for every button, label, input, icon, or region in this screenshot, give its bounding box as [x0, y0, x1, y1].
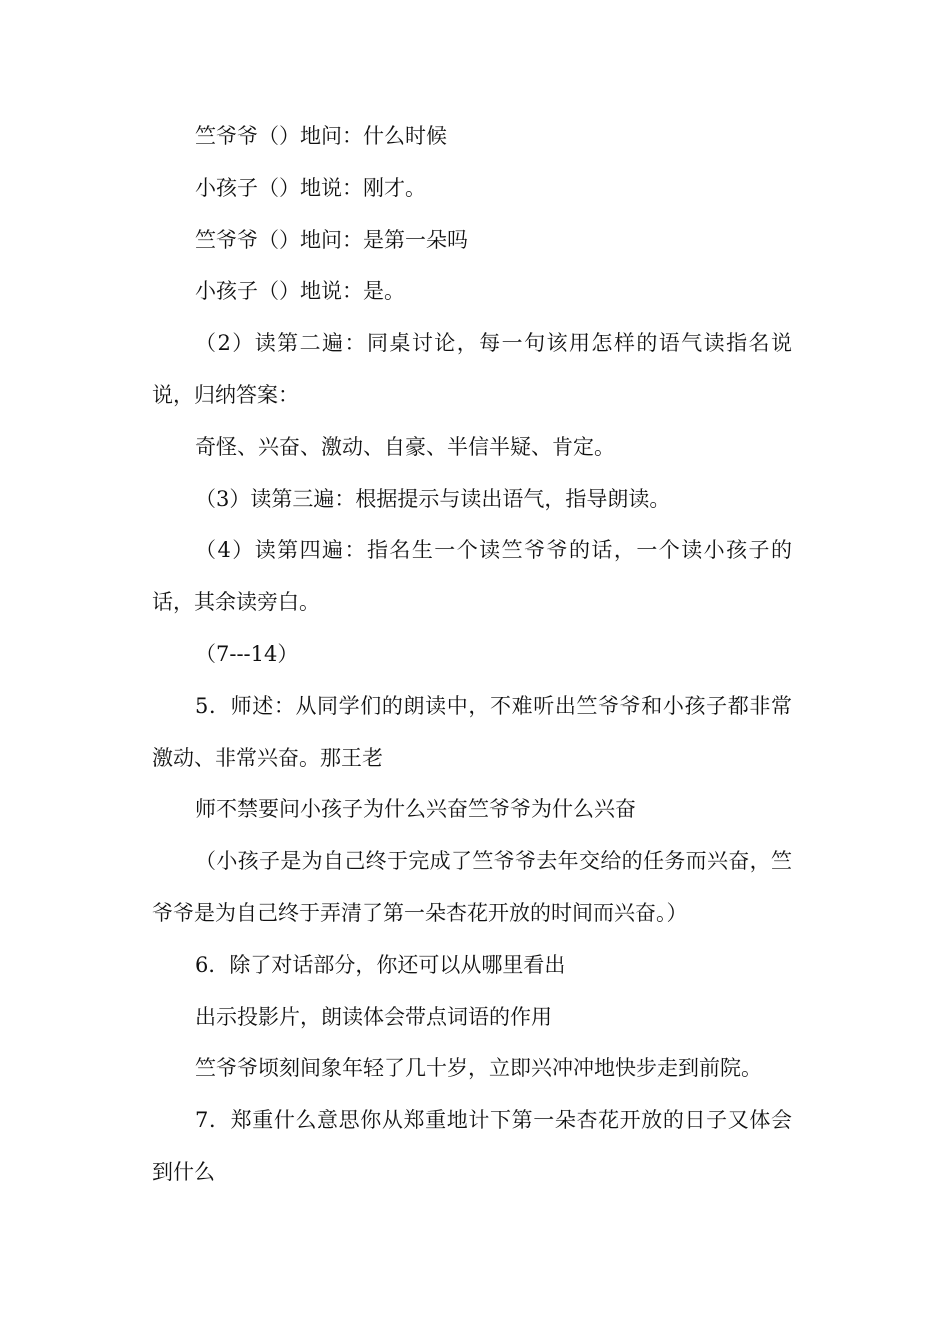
paragraph-10: 5．师述：从同学们的朗读中，不难听出竺爷爷和小孩子都非常激动、非常兴奋。那王老: [152, 693, 792, 770]
paragraph-8: （4）读第四遍：指名生一个读竺爷爷的话，一个读小孩子的话，其余读旁白。: [152, 538, 792, 615]
paragraph-11: 师不禁要问小孩子为什么兴奋竺爷爷为什么兴奋: [195, 797, 636, 822]
paragraph-13: 6．除了对话部分，你还可以从哪里看出: [195, 952, 566, 977]
paragraph-16: 7．郑重什么意思你从郑重地计下第一朵杏花开放的日子又体会到什么: [152, 1108, 792, 1184]
paragraph-6: 奇怪、兴奋、激动、自豪、半信半疑、肯定。: [195, 434, 615, 459]
document-body: [152, 111, 792, 1199]
paragraph-9: （7---14）: [195, 641, 299, 666]
paragraph-4: 小孩子（）地说：是。: [195, 279, 405, 304]
paragraph-2: 小孩子（）地说：刚才。: [195, 175, 426, 200]
paragraph-15: 竺爷爷顷刻间象年轻了几十岁，立即兴冲冲地快步走到前院。: [195, 1056, 762, 1081]
paragraph-14: 出示投影片，朗读体会带点词语的作用: [195, 1004, 552, 1029]
paragraph-3: 竺爷爷（）地问：是第一朵吗: [195, 227, 468, 252]
paragraph-12: （小孩子是为自己终于完成了竺爷爷去年交给的任务而兴奋，竺爷爷是为自己终于弄清了第一朵杏花开放的时间而兴奋。）: [152, 849, 792, 925]
paragraph-7: （3）读第三遍：根据提示与读出语气，指导朗读。: [195, 486, 671, 511]
paragraph-1: 竺爷爷（）地问：什么时候: [195, 124, 447, 148]
paragraph-5: （2）读第二遍：同桌讨论，每一句该用怎样的语气读指名说说，归纳答案：: [152, 331, 792, 407]
